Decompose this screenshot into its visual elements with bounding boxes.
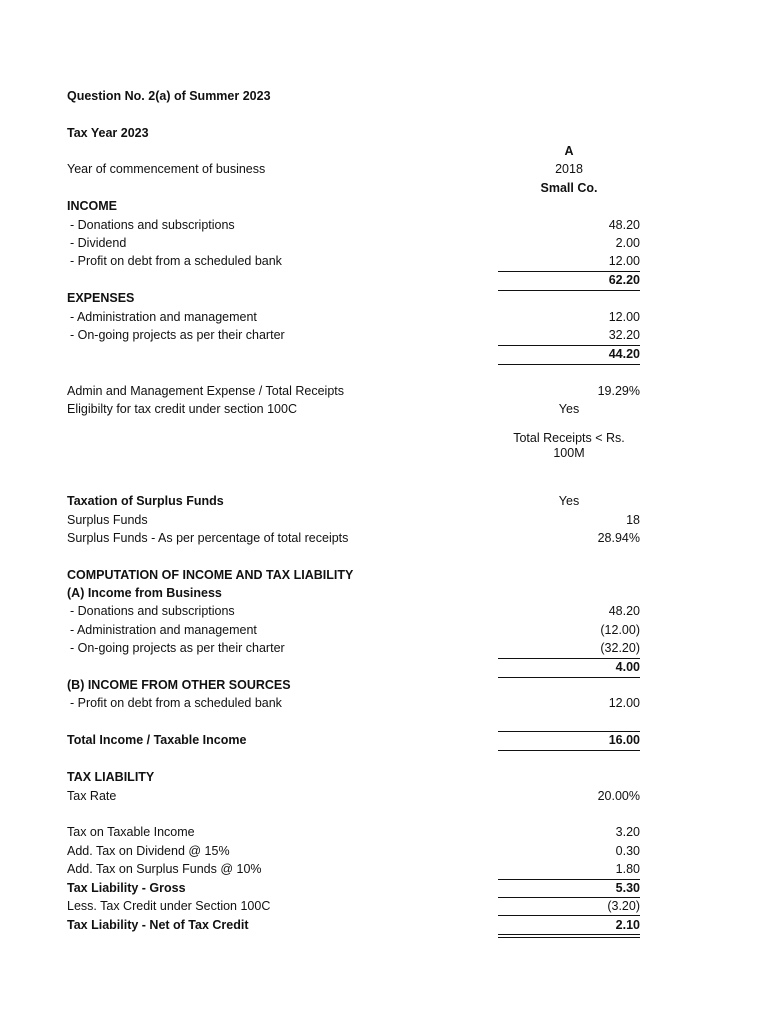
gross-row — [0, 879, 768, 897]
gross-label: Tax Liability - Gross — [67, 881, 186, 895]
commencement-year: 2018 — [555, 162, 583, 176]
table-row — [0, 639, 768, 657]
tax-rate-value: 20.00% — [597, 789, 640, 803]
computation-heading-row — [0, 566, 768, 584]
row-label: - Donations and subscriptions — [70, 604, 235, 618]
total-rule — [498, 364, 640, 365]
tax-rate-label: Tax Rate — [67, 789, 117, 803]
tax-heading-row — [0, 768, 768, 786]
row-value: 12.00 — [608, 254, 640, 268]
row-value: 3.20 — [615, 825, 640, 839]
expenses-heading: EXPENSES — [67, 291, 135, 305]
total-rule — [498, 750, 640, 751]
total-income-value: 16.00 — [608, 733, 640, 747]
table-row — [0, 823, 768, 841]
row-label: Add. Tax on Dividend @ 15% — [67, 844, 230, 858]
income-total-row — [0, 271, 768, 289]
income-heading: INCOME — [67, 199, 117, 213]
row-label: - Profit on debt from a scheduled bank — [70, 254, 282, 268]
row-label: - Dividend — [70, 236, 127, 250]
income-heading-row — [0, 197, 768, 215]
other-heading: (B) INCOME FROM OTHER SOURCES — [67, 678, 291, 692]
table-row — [0, 842, 768, 860]
surplus-funds-row — [0, 511, 768, 529]
table-row — [0, 252, 768, 270]
document-title: Question No. 2(a) of Summer 2023 — [67, 89, 271, 103]
commencement-label: Year of commencement of business — [67, 162, 266, 176]
net-row — [0, 916, 768, 934]
computation-heading: COMPUTATION OF INCOME AND TAX LIABILITY — [67, 568, 354, 582]
surplus-funds-value: 18 — [626, 513, 640, 527]
row-value: 2.00 — [615, 236, 640, 250]
row-value: 32.20 — [608, 328, 640, 342]
company-type-row — [0, 179, 768, 197]
row-value: 48.20 — [608, 604, 640, 618]
column-header-row — [0, 142, 768, 160]
business-heading-row — [0, 584, 768, 602]
ratio-row — [0, 382, 768, 400]
column-label: A — [564, 144, 574, 158]
row-value: 1.80 — [615, 862, 640, 876]
net-value: 2.10 — [615, 918, 640, 932]
table-row — [0, 602, 768, 620]
row-label: - Administration and management — [70, 623, 257, 637]
expenses-heading-row — [0, 289, 768, 307]
business-total: 4.00 — [615, 660, 640, 674]
table-row — [0, 621, 768, 639]
row-label: - On-going projects as per their charter — [70, 328, 285, 342]
eligibility-value: Yes — [558, 402, 580, 416]
table-row — [0, 860, 768, 878]
total-income-label: Total Income / Taxable Income — [67, 733, 247, 747]
table-row — [0, 234, 768, 252]
eligibility-label: Eligibilty for tax credit under section 100C — [67, 402, 297, 416]
surplus-heading-row — [0, 492, 768, 510]
eligibility-note: Total Receipts < Rs. 100M — [513, 431, 625, 460]
other-heading-row — [0, 676, 768, 694]
expenses-total-row — [0, 345, 768, 363]
double-rule-bottom — [498, 937, 640, 938]
row-label: - Administration and management — [70, 310, 257, 324]
row-label: - Donations and subscriptions — [70, 218, 235, 232]
surplus-funds-label: Surplus Funds — [67, 513, 148, 527]
tax-year: Tax Year 2023 — [67, 126, 149, 140]
double-rule-top — [498, 934, 640, 935]
gross-value: 5.30 — [615, 881, 640, 895]
row-label: Tax on Taxable Income — [67, 825, 195, 839]
row-value: 0.30 — [615, 844, 640, 858]
row-value: 12.00 — [608, 310, 640, 324]
row-label: - On-going projects as per their charter — [70, 641, 285, 655]
eligibility-row — [0, 400, 768, 418]
commencement-row — [0, 160, 768, 178]
row-label: - Profit on debt from a scheduled bank — [70, 696, 282, 710]
row-label: Add. Tax on Surplus Funds @ 10% — [67, 862, 262, 876]
row-value: (12.00) — [600, 623, 640, 637]
credit-value: (3.20) — [607, 899, 640, 913]
ratio-label: Admin and Management Expense / Total Receipts — [67, 384, 345, 398]
total-income-row — [0, 731, 768, 749]
income-total: 62.20 — [608, 273, 640, 287]
row-value: (32.20) — [600, 641, 640, 655]
title-row — [0, 87, 768, 105]
surplus-heading-value: Yes — [558, 494, 580, 508]
row-value: 12.00 — [608, 696, 640, 710]
table-row — [0, 308, 768, 326]
tax-rate-row — [0, 787, 768, 805]
table-row — [0, 326, 768, 344]
net-label: Tax Liability - Net of Tax Credit — [67, 918, 249, 932]
business-heading: (A) Income from Business — [67, 586, 222, 600]
company-type: Small Co. — [540, 181, 598, 195]
surplus-pct-row — [0, 529, 768, 547]
table-row — [0, 216, 768, 234]
credit-label: Less. Tax Credit under Section 100C — [67, 899, 271, 913]
credit-row — [0, 897, 768, 915]
surplus-pct-label: Surplus Funds - As per percentage of total receipts — [67, 531, 349, 545]
business-total-row — [0, 658, 768, 676]
tax-year-row — [0, 124, 768, 142]
surplus-pct-value: 28.94% — [597, 531, 640, 545]
ratio-value: 19.29% — [597, 384, 640, 398]
expenses-total: 44.20 — [608, 347, 640, 361]
row-value: 48.20 — [608, 218, 640, 232]
surplus-heading: Taxation of Surplus Funds — [67, 494, 224, 508]
tax-heading: TAX LIABILITY — [67, 770, 155, 784]
table-row — [0, 694, 768, 712]
